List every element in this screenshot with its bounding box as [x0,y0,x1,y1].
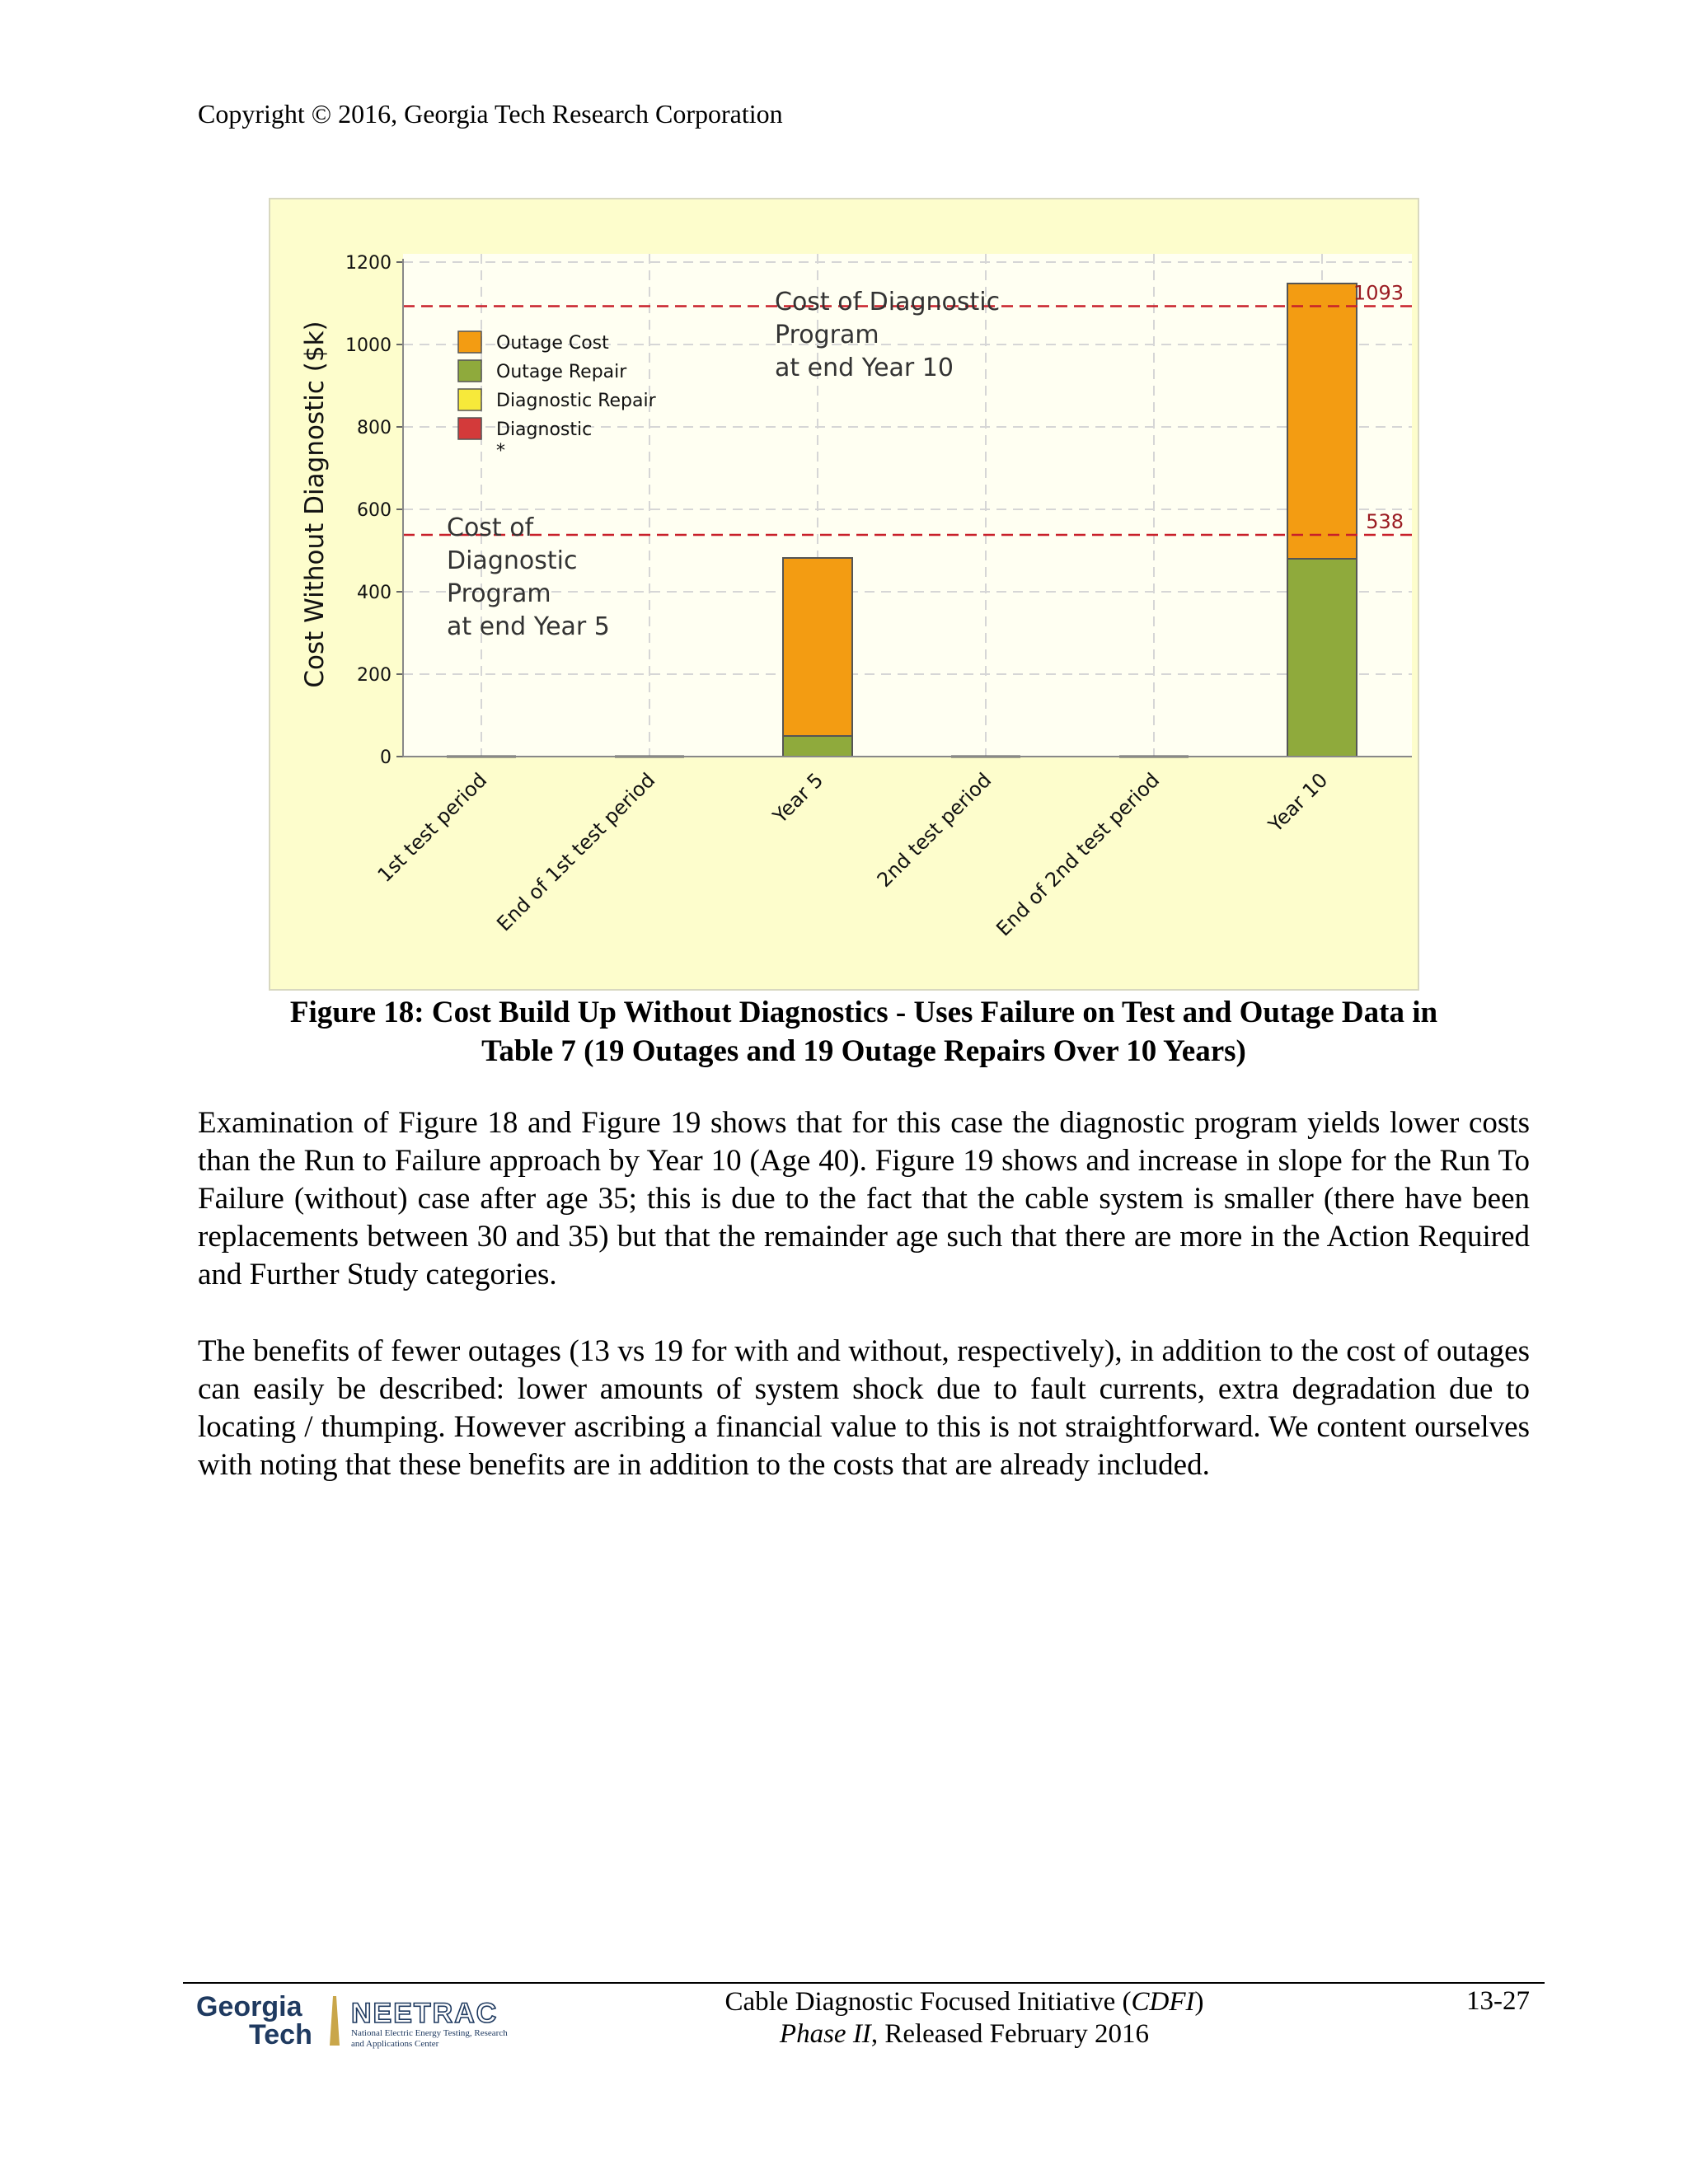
paragraph-1: Examination of Figure 18 and Figure 19 shows that for this case the diagnostic program yields lower costs than the Run to Failure approach by Year 10 (Age 40). Figure 19 shows and increase in slope for the Run To Failure (without) case after age 35; this is due to the fact that the cable system is smaller (there have been replacements between 30 and 35) but that the remainder age such that there are more in the Action Required and Further Study categories. [198,1106,1530,1291]
figure-caption [198,993,1530,1071]
ytick-label-1200: 1200 [345,253,392,274]
legend-label-2: Diagnostic Repair [496,391,656,411]
ytick-label-0: 0 [380,748,392,768]
legend-extra: * [496,441,505,462]
legend-label-0: Outage Cost [496,333,609,354]
annotation-0-line-1: Program [775,321,879,349]
chart-svg [269,198,1419,991]
bar-outage-repair-5 [1287,559,1357,757]
annotation-0-line-0: Cost of Diagnostic [775,288,1001,316]
footer-line-1-prefix: Cable Diagnostic Focused Initiative ( [724,1987,1132,2017]
logo-georgia-text: Georgia [196,1991,302,2022]
annotation-1-line-0: Cost of [447,513,534,542]
legend-swatch-0 [458,331,481,353]
ytick-label-600: 600 [357,500,392,521]
logo-tech-text: Tech [249,2019,312,2050]
ytick-label-1000: 1000 [345,335,392,356]
legend-swatch-3 [458,418,481,439]
legend-label-1: Outage Repair [496,362,627,382]
annotation-0-line-2: at end Year 10 [775,354,954,382]
copyright-header: Copyright © 2016, Georgia Tech Research Corporation [198,99,783,129]
bar-outage-repair-2 [783,736,852,757]
xtick-label-2: Year 5 [768,768,828,828]
ytick-label-800: 800 [357,418,392,438]
footer-line-2 [593,2018,1335,2050]
logo-neetrac-sub-2: and Applications Center [351,2039,439,2049]
georgia-tech-neetrac-logo [195,1988,557,2052]
footer-line-2-suffix: , Released February 2016 [870,2019,1150,2049]
xtick-label-3: 2nd test period [872,768,996,893]
caption-line-2: Table 7 (19 Outages and 19 Outage Repairs Over 10 Years) [481,1034,1246,1068]
figure-18-chart [269,198,1419,991]
footer-line-1-italic: CDFI [1131,1987,1195,2017]
annotation-1-line-1: Diagnostic [447,546,578,575]
ytick-label-400: 400 [357,583,392,603]
legend-swatch-2 [458,389,481,410]
xtick-label-1: End of 1st test period [492,768,660,936]
xtick-label-5: Year 10 [1264,768,1333,837]
ytick-label-200: 200 [357,665,392,686]
annotation-1-line-3: at end Year 5 [447,612,610,641]
logo-neetrac-text: NEETRAC [351,1998,499,2029]
footer-line-2-italic: Phase II [779,2019,871,2049]
footer-rule [183,1982,1545,1984]
reference-label-1093: 1093 [1353,281,1404,305]
page-number: 13-27 [1466,1986,1530,2016]
tower-icon [330,1996,340,2046]
xtick-label-4: End of 2nd test period [992,768,1165,941]
annotation-1-line-2: Program [447,579,551,608]
footer-center-text [593,1986,1335,2050]
bar-outage-cost-2 [783,558,852,736]
paragraph-2: The benefits of fewer outages (13 vs 19 for with and without, respectively), in addition to the cost of outages can easily be described: lower amounts of system shock due to fault currents, extra degradation due to locating / thumping. However ascribing a financial value to this is not straightforward. We content ourselves with noting that these benefits are in addition to the costs that are already included. [198,1334,1530,1482]
xtick-label-0: 1st test period [373,768,492,887]
plot-area [403,254,1412,757]
reference-label-538: 538 [1366,510,1404,533]
footer-line-1-suffix: ) [1194,1987,1204,2017]
legend-label-3: Diagnostic [496,419,593,440]
caption-line-1: Figure 18: Cost Build Up Without Diagnostics - Uses Failure on Test and Outage Data in [289,996,1438,1029]
bar-outage-cost-5 [1287,284,1357,559]
legend-swatch-1 [458,360,481,382]
logo-neetrac-sub-1: National Electric Energy Testing, Research [351,2028,508,2038]
footer-line-1 [593,1986,1335,2018]
y-axis-label: Cost Without Diagnostic ($k) [300,321,330,688]
